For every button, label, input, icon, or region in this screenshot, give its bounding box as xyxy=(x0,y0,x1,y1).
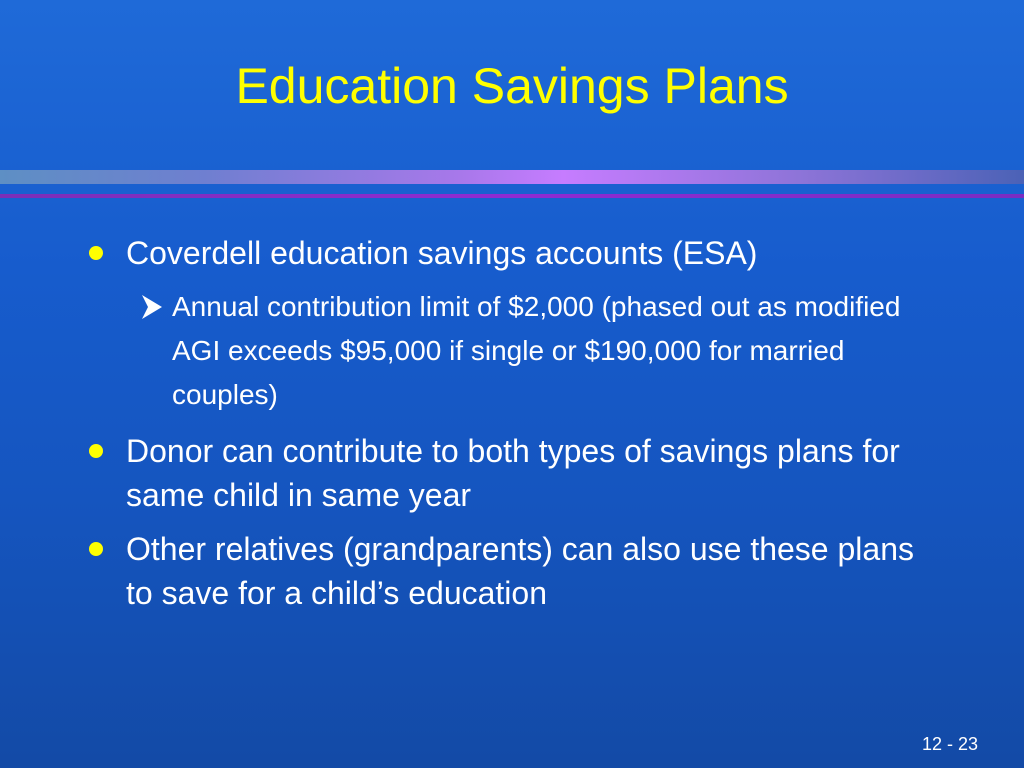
bullet-text: Donor can contribute to both types of savings plans for same child in same year xyxy=(126,433,900,513)
subbullet-item xyxy=(132,285,946,417)
bullet-dot-icon xyxy=(89,444,103,458)
page-number: 12 - 23 xyxy=(921,734,978,754)
bullet-dot-icon xyxy=(89,542,103,556)
header-line xyxy=(0,194,1024,198)
bullet-item xyxy=(86,429,946,517)
bullet-item xyxy=(86,231,946,275)
bullet-text: Coverdell education savings accounts (ESA) xyxy=(126,235,758,271)
bullet-text: Other relatives (grandparents) can also use these plans to save for a child’s education xyxy=(126,531,914,611)
arrow-bullet-icon xyxy=(138,285,166,329)
slide-title: Education Savings Plans xyxy=(235,58,789,114)
header-band xyxy=(0,170,1024,184)
bullet-list xyxy=(86,231,946,625)
subbullet-text: Annual contribution limit of $2,000 (phased out as modified AGI exceeds $95,000 if single or $190,000 for married couples) xyxy=(172,291,901,410)
bullet-item xyxy=(86,527,946,615)
bullet-dot-icon xyxy=(89,246,103,260)
